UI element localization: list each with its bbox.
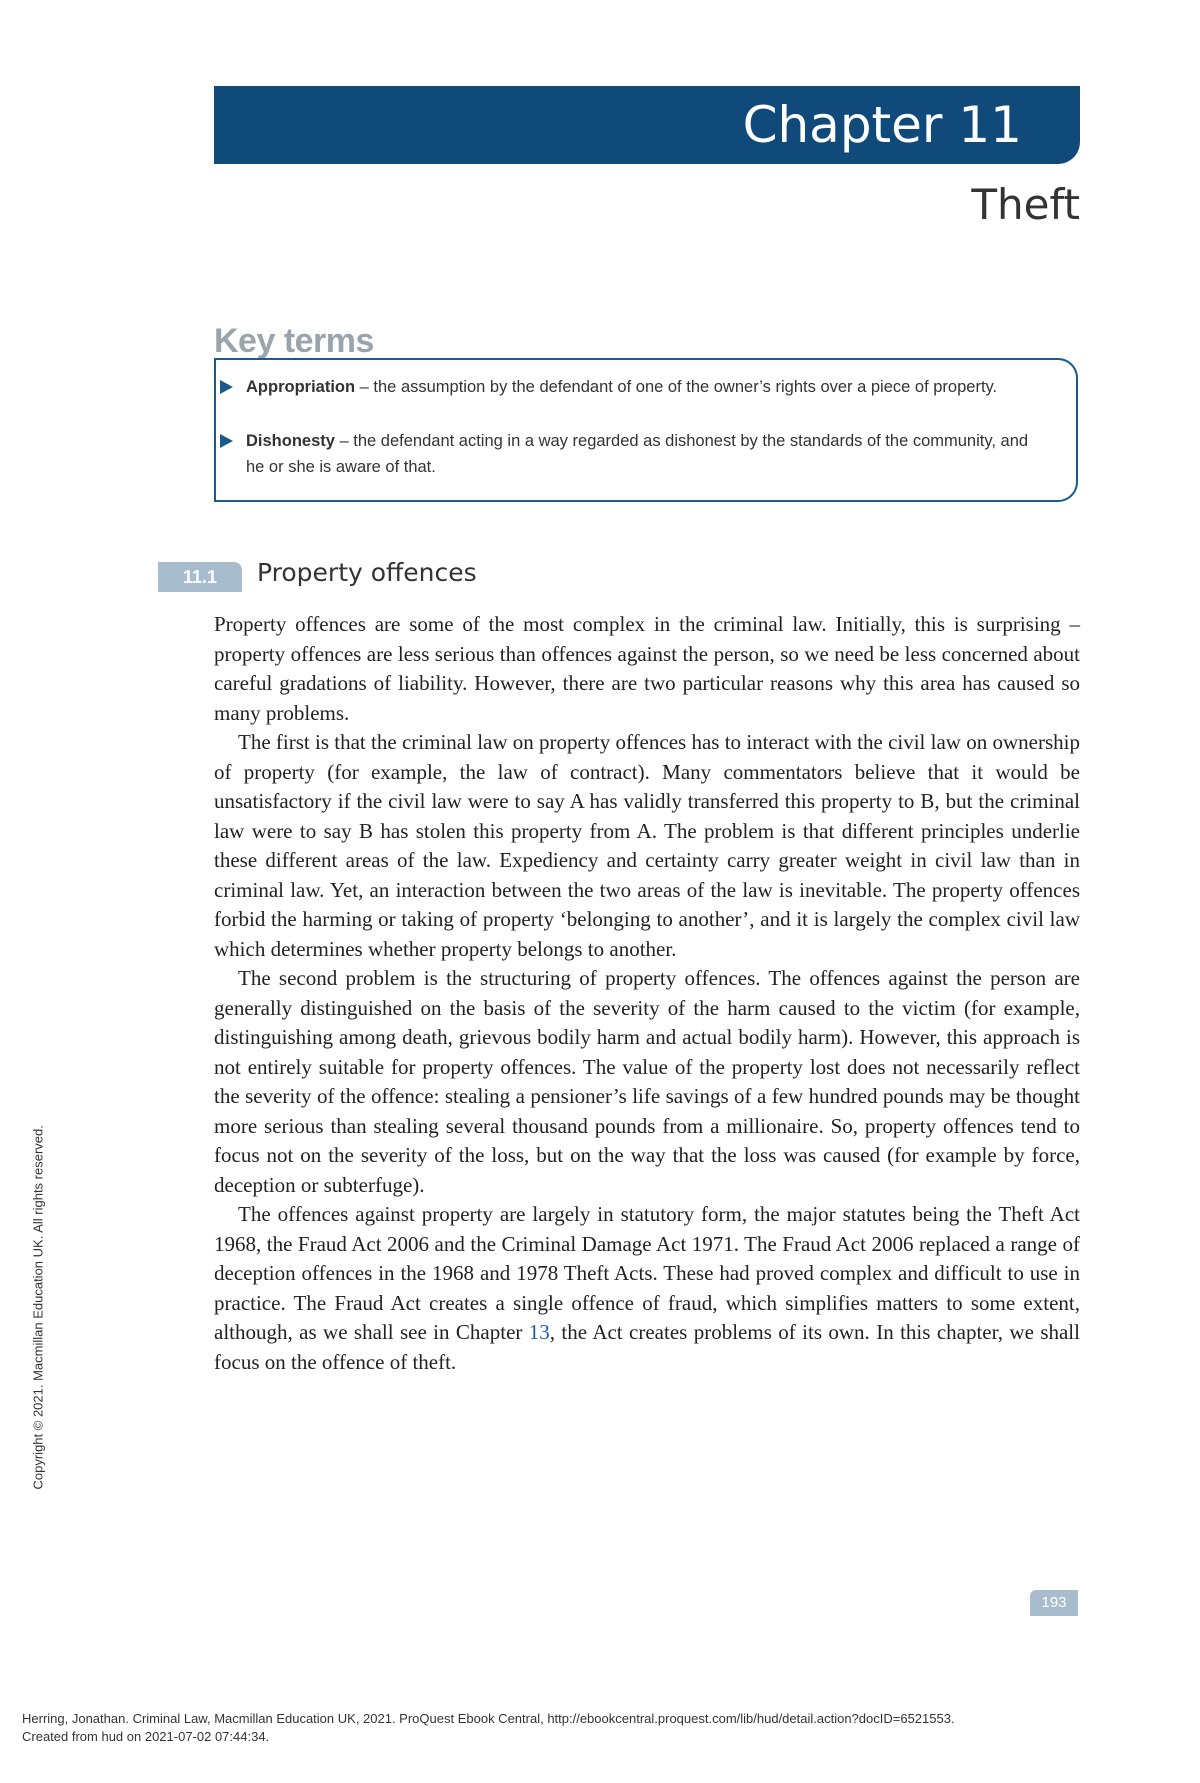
footer (22, 1710, 955, 1746)
key-term-definition: – the defendant acting in a way regarded as dishonest by the standards of the community, and he or she is aware of that. (246, 432, 1029, 476)
paragraph-text: The offences against property are largely in statutory form, the major statutes being the Theft Act 1968, the Fraud Act 2006 and the Criminal Damage Act 1971. The Fraud Act 2006 replaced a range of deception offences in the 1968 and 1978 Theft Acts. These had proved complex and difficult to use in practice. The Fraud Act creates a single offence of fraud, which simplifies matters to some extent, although, as we shall see in Chapter (214, 1202, 1080, 1344)
section-number: 11.1 (158, 562, 242, 592)
page-number: 193 (1030, 1590, 1078, 1616)
paragraph (214, 1200, 1080, 1377)
key-term-label: Dishonesty (246, 432, 335, 450)
key-term-appropriation (246, 374, 1036, 400)
chapter-number: Chapter 11 (742, 96, 1022, 154)
key-term-dishonesty (246, 428, 1036, 480)
paragraph: Property offences are some of the most complex in the criminal law. Initially, this is surprising – property offences are less serious than offences against the person, so we need be less concerned about careful gradations of liability. However, there are two particular reasons why this area has caused so many problems. (214, 612, 1080, 725)
side-copyright: Copyright © 2021. Macmillan Education UK. All rights reserved. (30, 1125, 46, 1490)
key-terms-heading: Key terms (214, 322, 374, 360)
footer-created: Created from hud on 2021-07-02 07:44:34. (22, 1729, 270, 1744)
key-term-label: Appropriation (246, 378, 356, 396)
footer-citation: Herring, Jonathan. Criminal Law, Macmillan Education UK, 2021. ProQuest Ebook Central, http://ebookcentral.proquest.com/lib/hud/detail.action?docID=6521553. (22, 1711, 955, 1726)
chapter-13-link[interactable]: 13 (528, 1320, 550, 1344)
key-terms-box (214, 358, 1078, 502)
paragraph: The first is that the criminal law on property offences has to interact with the civil law on ownership of property (for example, the law of contract). Many commentators believe that it would be unsatisfactory if the civil law were to say A has validly transferred this property to B, but the criminal law were to say B has stolen this property from A. The problem is that different principles underlie these different areas of the law. Expediency and certainty carry greater weight in civil law than in criminal law. Yet, an interaction between the two areas of the law is inevitable. The property offences forbid the harming or taking of property ‘belonging to another’, and it is largely the complex civil law which determines whether property belongs to another. (214, 730, 1080, 961)
bullet-triangle-icon (220, 434, 233, 448)
section-title: Property offences (257, 558, 477, 587)
paragraph-text: , the Act creates problems of its own. In this chapter, we shall focus on the offence of theft. (214, 1320, 1080, 1374)
chapter-title: Theft (971, 180, 1080, 229)
key-term-definition: – the assumption by the defendant of one of the owner’s rights over a piece of property. (355, 378, 998, 396)
paragraph: The second problem is the structuring of property offences. The offences against the person are generally distinguished on the basis of the severity of the harm caused to the victim (for example, distinguishing among death, grievous bodily harm and actual bodily harm). However, this approach is not entirely suitable for property offences. The value of the property lost does not necessarily reflect the severity of the offence: stealing a pensioner’s life savings of a few hundred pounds may be thought more serious than stealing several thousand pounds from a millionaire. So, property offences tend to focus not on the severity of the loss, but on the way that the loss was caused (for example by force, deception or subterfuge). (214, 966, 1080, 1197)
bullet-triangle-icon (220, 380, 233, 394)
chapter-banner (214, 86, 1080, 164)
body-text (214, 610, 1080, 1377)
